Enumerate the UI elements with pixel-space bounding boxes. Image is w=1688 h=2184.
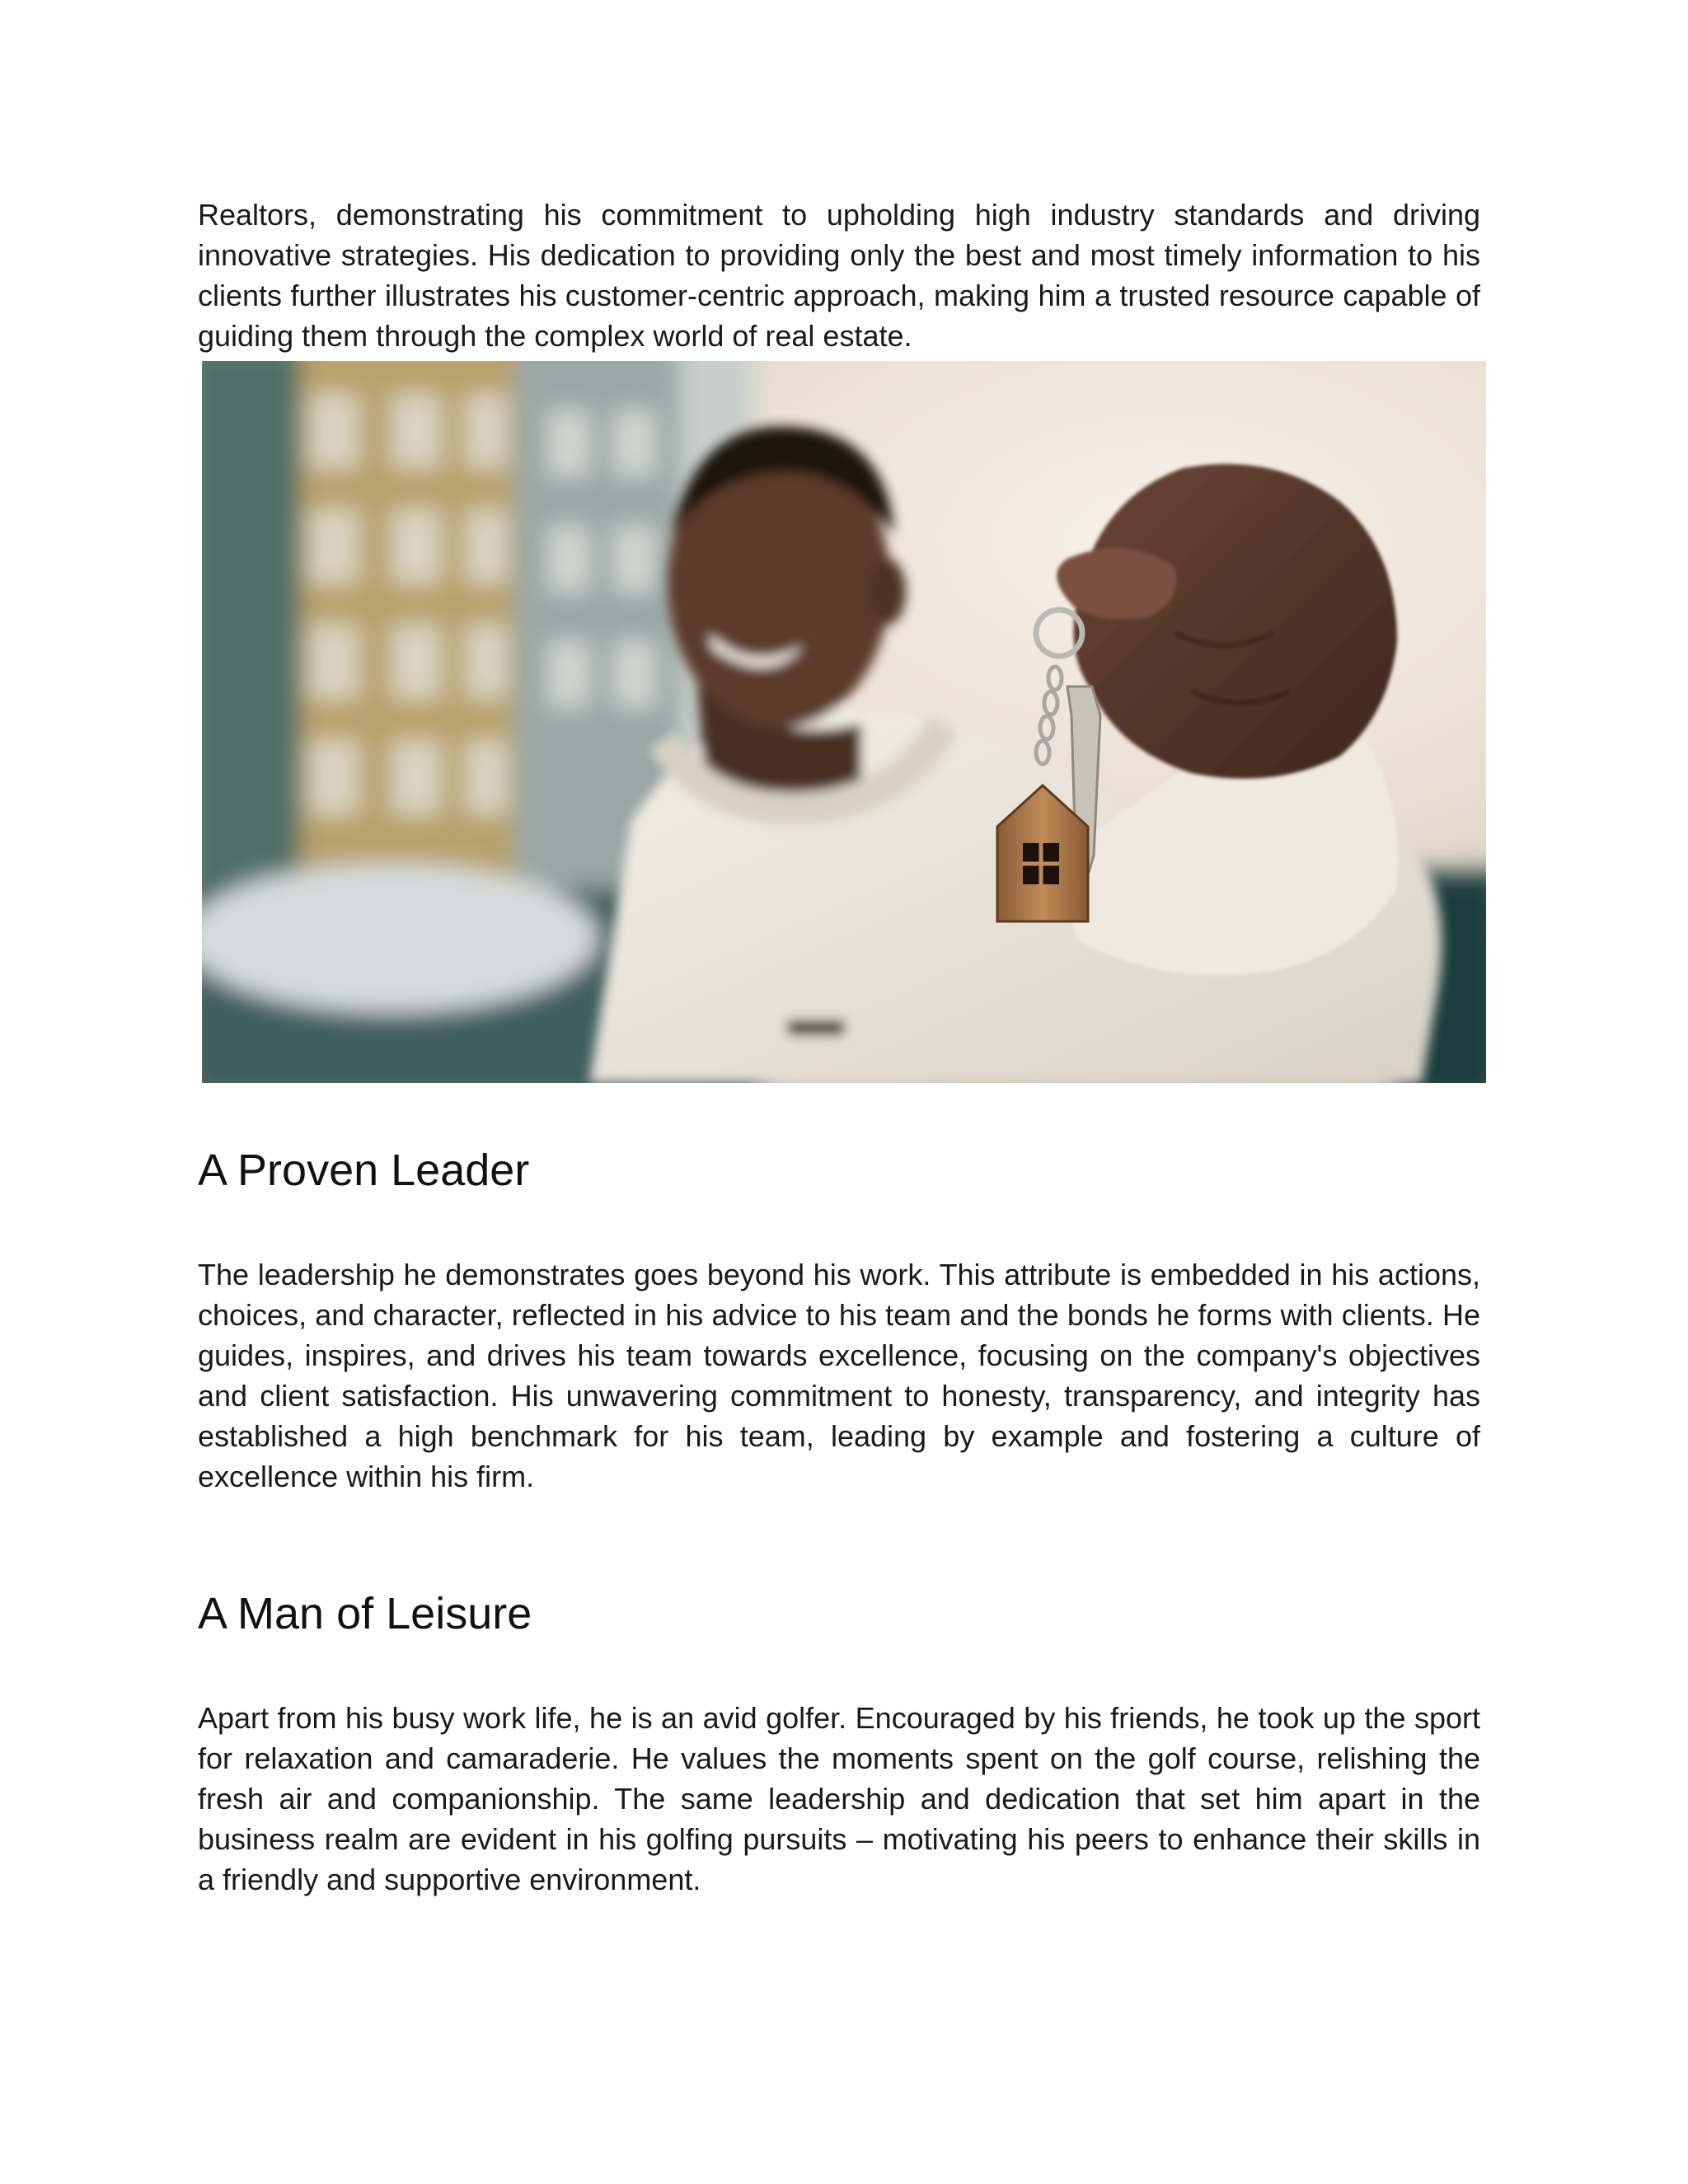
photo-of-man-holding-house-keys-icon xyxy=(202,361,1486,1083)
realtor-photo xyxy=(202,361,1486,1083)
intro-paragraph: Realtors, demonstrating his commitment to upholding high industry standards and driving innovative strategies. His dedication to providing only the best and most timely information to his clients further illustrates his customer-centric approach, making him a trusted resource capable of guiding them through the complex world of real estate. xyxy=(198,198,1480,353)
section-heading-man-of-leisure: A Man of Leisure xyxy=(198,1589,532,1638)
section-body-proven-leader: The leadership he demonstrates goes beyond his work. This attribute is embedded in his actions, choices, and character, reflected in his advice to his team and the bonds he forms with clients. He guides, inspires, and drives his team towards excellence, focusing on the company's objectives and client satisfaction. His unwavering commitment to honesty, transparency, and integrity has established a high benchmark for his team, leading by example and fostering a culture of excellence within his firm. xyxy=(198,1258,1480,1493)
section-heading-proven-leader: A Proven Leader xyxy=(198,1146,530,1195)
section-body-man-of-leisure: Apart from his busy work life, he is an avid golfer. Encouraged by his friends, he took up the sport for relaxation and camaraderie. He values the moments spent on the golf course, relishing the fresh air and companionship. The same leadership and dedication that set him apart in the business realm are evident in his golfing pursuits – motivating his peers to enhance their skills in a friendly and supportive environment. xyxy=(198,1701,1480,1896)
